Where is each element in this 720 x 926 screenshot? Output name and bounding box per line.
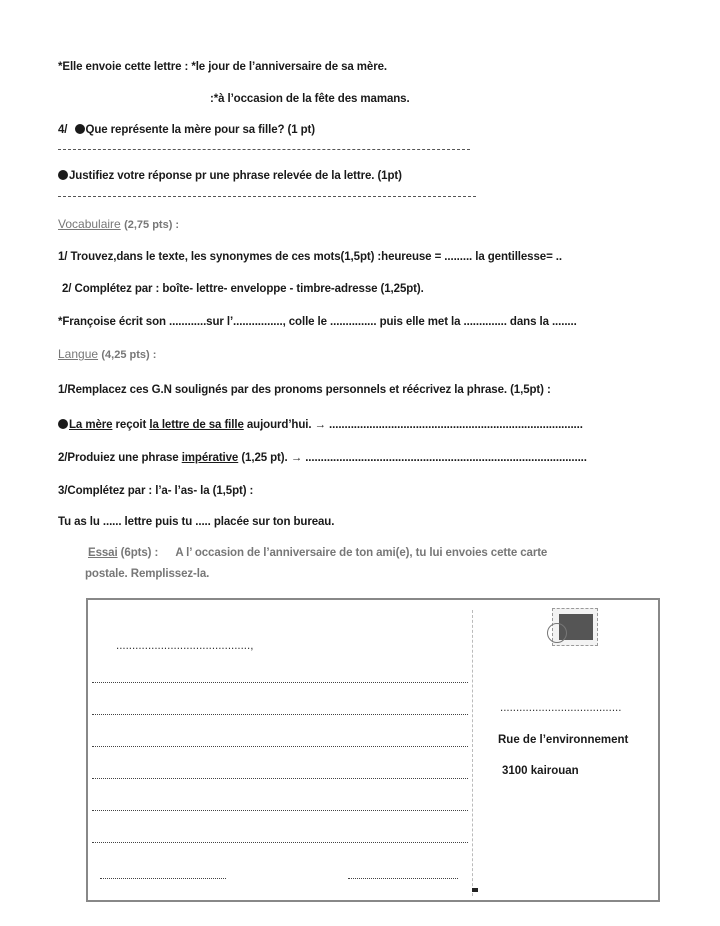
postage-stamp-icon xyxy=(552,608,598,646)
vocabulaire-title: Vocabulaire xyxy=(58,217,121,231)
card-divider-tick xyxy=(472,888,478,892)
langue-question-3: 3/Complétez par : l’a- l’as- la (1,5pt) : xyxy=(58,485,254,497)
langue-question-1-sentence xyxy=(58,419,583,431)
question-2-start: 2/Produiez une phrase xyxy=(58,452,182,464)
postcard-divider xyxy=(472,610,473,896)
bullet-icon xyxy=(75,124,85,134)
message-line[interactable] xyxy=(92,810,468,811)
message-line[interactable] xyxy=(92,682,468,683)
underlined-gn-1: La mère xyxy=(69,419,113,431)
address-name-line[interactable]: ...................................... xyxy=(500,702,622,714)
essai-points: (6pts) : xyxy=(120,547,159,559)
answer-line xyxy=(58,196,476,197)
address-street: Rue de l’environnement xyxy=(498,734,629,746)
langue-points: (4,25 pts) : xyxy=(101,349,157,361)
question-4b-text: Justifiez votre réponse pr une phrase relevée de la lettre. (1pt) xyxy=(69,170,402,182)
question-4-text: Que représente la mère pour sa fille? (1 pt) xyxy=(85,124,316,136)
answer-line xyxy=(58,149,470,150)
question-4-number: 4/ xyxy=(58,124,68,136)
message-line[interactable] xyxy=(92,714,468,715)
signature-line-left[interactable] xyxy=(100,878,226,879)
message-line[interactable] xyxy=(92,746,468,747)
essai-instruction-2: postale. Remplissez-la. xyxy=(85,568,210,580)
langue-heading xyxy=(58,347,156,361)
signature-line-right[interactable] xyxy=(348,878,458,879)
sentence-end: aujourd’hui. → .................................................................................. xyxy=(243,419,583,431)
bullet-icon xyxy=(58,170,68,180)
bullet-icon xyxy=(58,419,68,429)
greeting-line[interactable]: .........................................., xyxy=(116,640,254,652)
langue-title: Langue xyxy=(58,347,99,361)
postcard xyxy=(86,598,660,902)
sentence-mid: reçoit xyxy=(112,419,150,431)
message-line[interactable] xyxy=(92,778,468,779)
question-4 xyxy=(58,124,315,136)
langue-question-2 xyxy=(58,452,587,464)
address-city: 3100 kairouan xyxy=(502,765,579,777)
question-4b xyxy=(58,170,402,182)
vocabulaire-heading xyxy=(58,217,179,231)
langue-question-3-sentence: Tu as lu ...... lettre puis tu ..... placée sur ton bureau. xyxy=(58,516,335,528)
essai-instruction: A l’ occasion de l’anniversaire de ton ami(e), tu lui envoies cette carte xyxy=(175,547,548,559)
underlined-gn-2: la lettre de sa fille xyxy=(149,419,244,431)
vocabulaire-fill-line: *Françoise écrit son ............sur l’................, colle le ............... puis elle met la .............. dans la ........ xyxy=(58,316,577,328)
essai-title: Essai xyxy=(88,547,118,559)
question-2-end: (1,25 pt). → ........................................................................................... xyxy=(238,452,587,464)
essai-heading xyxy=(88,547,547,559)
vocabulaire-points: (2,75 pts) : xyxy=(124,219,180,231)
vocabulaire-question-1: 1/ Trouvez,dans le texte, les synonymes de ces mots(1,5pt) :heureuse = ......... la gentillesse= .. xyxy=(58,251,562,263)
message-line[interactable] xyxy=(92,842,468,843)
letter-occasion-line-1: *Elle envoie cette lettre : *le jour de l’anniversaire de sa mère. xyxy=(58,61,387,73)
vocabulaire-question-2: 2/ Complétez par : boîte- lettre- enveloppe - timbre-adresse (1,25pt). xyxy=(62,283,424,295)
question-2-underlined: impérative xyxy=(181,452,239,464)
langue-question-1: 1/Remplacez ces G.N soulignés par des pronoms personnels et réécrivez la phrase. (1,5pt) : xyxy=(58,384,551,396)
letter-occasion-line-2: :*à l’occasion de la fête des mamans. xyxy=(210,93,410,105)
